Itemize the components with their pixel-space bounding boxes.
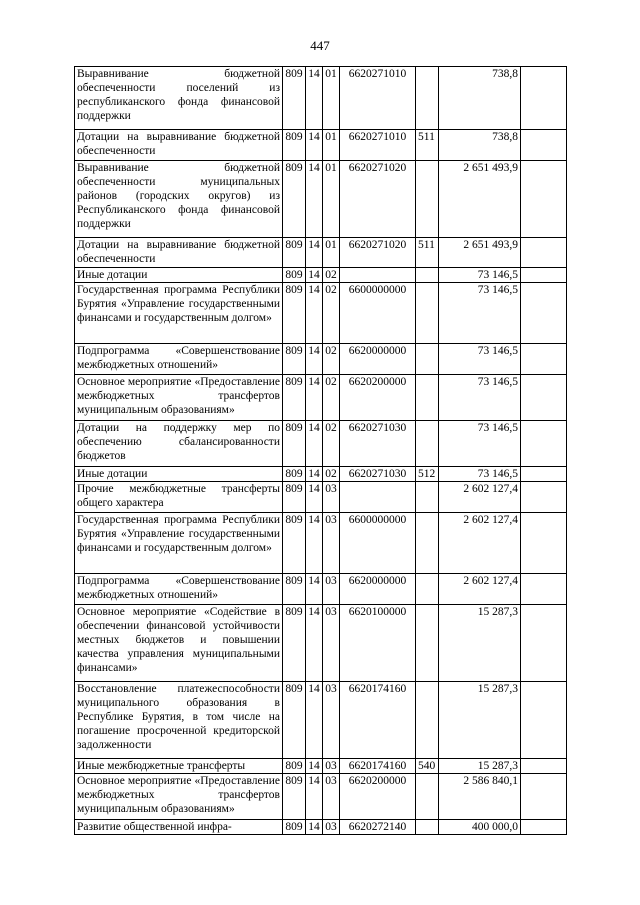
grbs-code-cell: 809 [283,759,306,774]
target-article-cell: 6620271030 [340,467,416,482]
subsection-code-cell: 01 [323,161,340,238]
section-code-cell: 14 [306,774,323,820]
expense-type-cell [416,375,439,421]
section-code-cell: 14 [306,682,323,759]
subsection-code-cell: 02 [323,375,340,421]
amount-cell: 738,8 [439,130,521,161]
grbs-code-cell: 809 [283,161,306,238]
subsection-code-cell: 03 [323,820,340,835]
amount-cell: 73 146,5 [439,344,521,375]
amount-cell: 2 602 127,4 [439,574,521,605]
row-name-cell: Основное мероприятие «Предоставление межбюджетных трансфертов муниципальным образованиям» [75,774,283,820]
table-row [75,375,567,421]
expense-type-cell: 511 [416,238,439,268]
amount-cell: 73 146,5 [439,268,521,283]
amount-cell: 2 586 840,1 [439,774,521,820]
grbs-code-cell: 809 [283,67,306,130]
subsection-code-cell: 03 [323,759,340,774]
row-name-cell: Основное мероприятие «Предоставление межбюджетных трансфертов муниципальным образованиям» [75,375,283,421]
empty-cell [521,820,567,835]
target-article-cell: 6600000000 [340,283,416,344]
subsection-code-cell: 02 [323,283,340,344]
grbs-code-cell: 809 [283,820,306,835]
table-row [75,513,567,574]
table-row [75,774,567,820]
grbs-code-cell: 809 [283,467,306,482]
empty-cell [521,759,567,774]
row-name-cell: Государственная программа Республики Бурятия «Управление государственными финансами и государственным долгом» [75,513,283,574]
row-name-cell: Дотации на поддержку мер по обеспечению сбалансированности бюджетов [75,421,283,467]
grbs-code-cell: 809 [283,513,306,574]
expense-type-cell [416,283,439,344]
table-row [75,283,567,344]
amount-cell: 73 146,5 [439,283,521,344]
amount-cell: 738,8 [439,67,521,130]
subsection-code-cell: 01 [323,67,340,130]
empty-cell [521,574,567,605]
subsection-code-cell: 03 [323,574,340,605]
row-name-cell: Иные межбюджетные трансферты [75,759,283,774]
empty-cell [521,130,567,161]
empty-cell [521,774,567,820]
subsection-code-cell: 01 [323,130,340,161]
empty-cell [521,421,567,467]
subsection-code-cell: 02 [323,467,340,482]
subsection-code-cell: 02 [323,421,340,467]
subsection-code-cell: 03 [323,482,340,513]
expense-type-cell [416,513,439,574]
row-name-cell: Основное мероприятие «Содействие в обеспечении финансовой устойчивости местных бюджетов и повышении качества управления муниципальными финансами» [75,605,283,682]
amount-cell: 15 287,3 [439,759,521,774]
target-article-cell [340,482,416,513]
table-row [75,268,567,283]
target-article-cell: 6620271020 [340,161,416,238]
expense-type-cell [416,682,439,759]
section-code-cell: 14 [306,513,323,574]
expense-type-cell [416,161,439,238]
target-article-cell: 6600000000 [340,513,416,574]
row-name-cell: Дотации на выравнивание бюджетной обеспеченности [75,130,283,161]
target-article-cell: 6620271030 [340,421,416,467]
grbs-code-cell: 809 [283,605,306,682]
amount-cell: 2 651 493,9 [439,238,521,268]
table-row [75,67,567,130]
target-article-cell: 6620174160 [340,682,416,759]
subsection-code-cell: 01 [323,238,340,268]
expense-type-cell [416,67,439,130]
page-number: 447 [310,38,330,53]
row-name-cell: Выравнивание бюджетной обеспеченности поселений из республиканского фонда финансовой поддержки [75,67,283,130]
section-code-cell: 14 [306,421,323,467]
subsection-code-cell: 03 [323,774,340,820]
target-article-cell: 6620200000 [340,774,416,820]
section-code-cell: 14 [306,344,323,375]
expense-type-cell [416,820,439,835]
section-code-cell: 14 [306,283,323,344]
amount-cell: 2 651 493,9 [439,161,521,238]
expense-type-cell [416,268,439,283]
amount-cell: 15 287,3 [439,605,521,682]
table-row [75,482,567,513]
row-name-cell: Восстановление платежеспособности муниципального образования в Республике Бурятия, в том числе на погашение просроченной кредиторской задолженности [75,682,283,759]
row-name-cell: Иные дотации [75,467,283,482]
empty-cell [521,67,567,130]
empty-cell [521,238,567,268]
expense-type-cell: 511 [416,130,439,161]
section-code-cell: 14 [306,67,323,130]
section-code-cell: 14 [306,467,323,482]
expense-type-cell [416,605,439,682]
table-row [75,238,567,268]
target-article-cell: 6620000000 [340,574,416,605]
table-row [75,421,567,467]
empty-cell [521,482,567,513]
table-row [75,682,567,759]
row-name-cell: Развитие общественной инфра- [75,820,283,835]
section-code-cell: 14 [306,238,323,268]
row-name-cell: Подпрограмма «Совершенствование межбюджетных отношений» [75,344,283,375]
empty-cell [521,161,567,238]
section-code-cell: 14 [306,482,323,513]
table-row [75,130,567,161]
empty-cell [521,682,567,759]
row-name-cell: Подпрограмма «Совершенствование межбюджетных отношений» [75,574,283,605]
target-article-cell: 6620272140 [340,820,416,835]
grbs-code-cell: 809 [283,130,306,161]
target-article-cell [340,268,416,283]
section-code-cell: 14 [306,375,323,421]
target-article-cell: 6620200000 [340,375,416,421]
row-name-cell: Дотации на выравнивание бюджетной обеспеченности [75,238,283,268]
amount-cell: 2 602 127,4 [439,513,521,574]
amount-cell: 2 602 127,4 [439,482,521,513]
target-article-cell: 6620271010 [340,130,416,161]
amount-cell: 400 000,0 [439,820,521,835]
grbs-code-cell: 809 [283,682,306,759]
empty-cell [521,467,567,482]
expense-type-cell [416,421,439,467]
table-row [75,344,567,375]
empty-cell [521,344,567,375]
expense-type-cell: 540 [416,759,439,774]
grbs-code-cell: 809 [283,375,306,421]
table-row [75,161,567,238]
budget-table [74,66,567,835]
subsection-code-cell: 02 [323,344,340,375]
subsection-code-cell: 03 [323,605,340,682]
grbs-code-cell: 809 [283,344,306,375]
grbs-code-cell: 809 [283,421,306,467]
target-article-cell: 6620000000 [340,344,416,375]
grbs-code-cell: 809 [283,774,306,820]
section-code-cell: 14 [306,161,323,238]
amount-cell: 73 146,5 [439,421,521,467]
target-article-cell: 6620271020 [340,238,416,268]
expense-type-cell [416,774,439,820]
empty-cell [521,268,567,283]
grbs-code-cell: 809 [283,283,306,344]
section-code-cell: 14 [306,820,323,835]
subsection-code-cell: 03 [323,682,340,759]
section-code-cell: 14 [306,130,323,161]
amount-cell: 73 146,5 [439,467,521,482]
target-article-cell: 6620271010 [340,67,416,130]
subsection-code-cell: 02 [323,268,340,283]
expense-type-cell [416,574,439,605]
table-row [75,467,567,482]
expense-type-cell: 512 [416,467,439,482]
expense-type-cell [416,344,439,375]
empty-cell [521,513,567,574]
table-row [75,759,567,774]
section-code-cell: 14 [306,268,323,283]
section-code-cell: 14 [306,759,323,774]
section-code-cell: 14 [306,574,323,605]
table-row [75,820,567,835]
amount-cell: 73 146,5 [439,375,521,421]
target-article-cell: 6620174160 [340,759,416,774]
empty-cell [521,375,567,421]
grbs-code-cell: 809 [283,268,306,283]
empty-cell [521,283,567,344]
grbs-code-cell: 809 [283,482,306,513]
amount-cell: 15 287,3 [439,682,521,759]
row-name-cell: Государственная программа Республики Бурятия «Управление государственными финансами и государственным долгом» [75,283,283,344]
row-name-cell: Иные дотации [75,268,283,283]
row-name-cell: Прочие межбюджетные трансферты общего характера [75,482,283,513]
target-article-cell: 6620100000 [340,605,416,682]
section-code-cell: 14 [306,605,323,682]
grbs-code-cell: 809 [283,574,306,605]
row-name-cell: Выравнивание бюджетной обеспеченности муниципальных районов (городских округов) из Республиканского фонда финансовой поддержки [75,161,283,238]
table-row [75,605,567,682]
table-row [75,574,567,605]
expense-type-cell [416,482,439,513]
subsection-code-cell: 03 [323,513,340,574]
empty-cell [521,605,567,682]
grbs-code-cell: 809 [283,238,306,268]
